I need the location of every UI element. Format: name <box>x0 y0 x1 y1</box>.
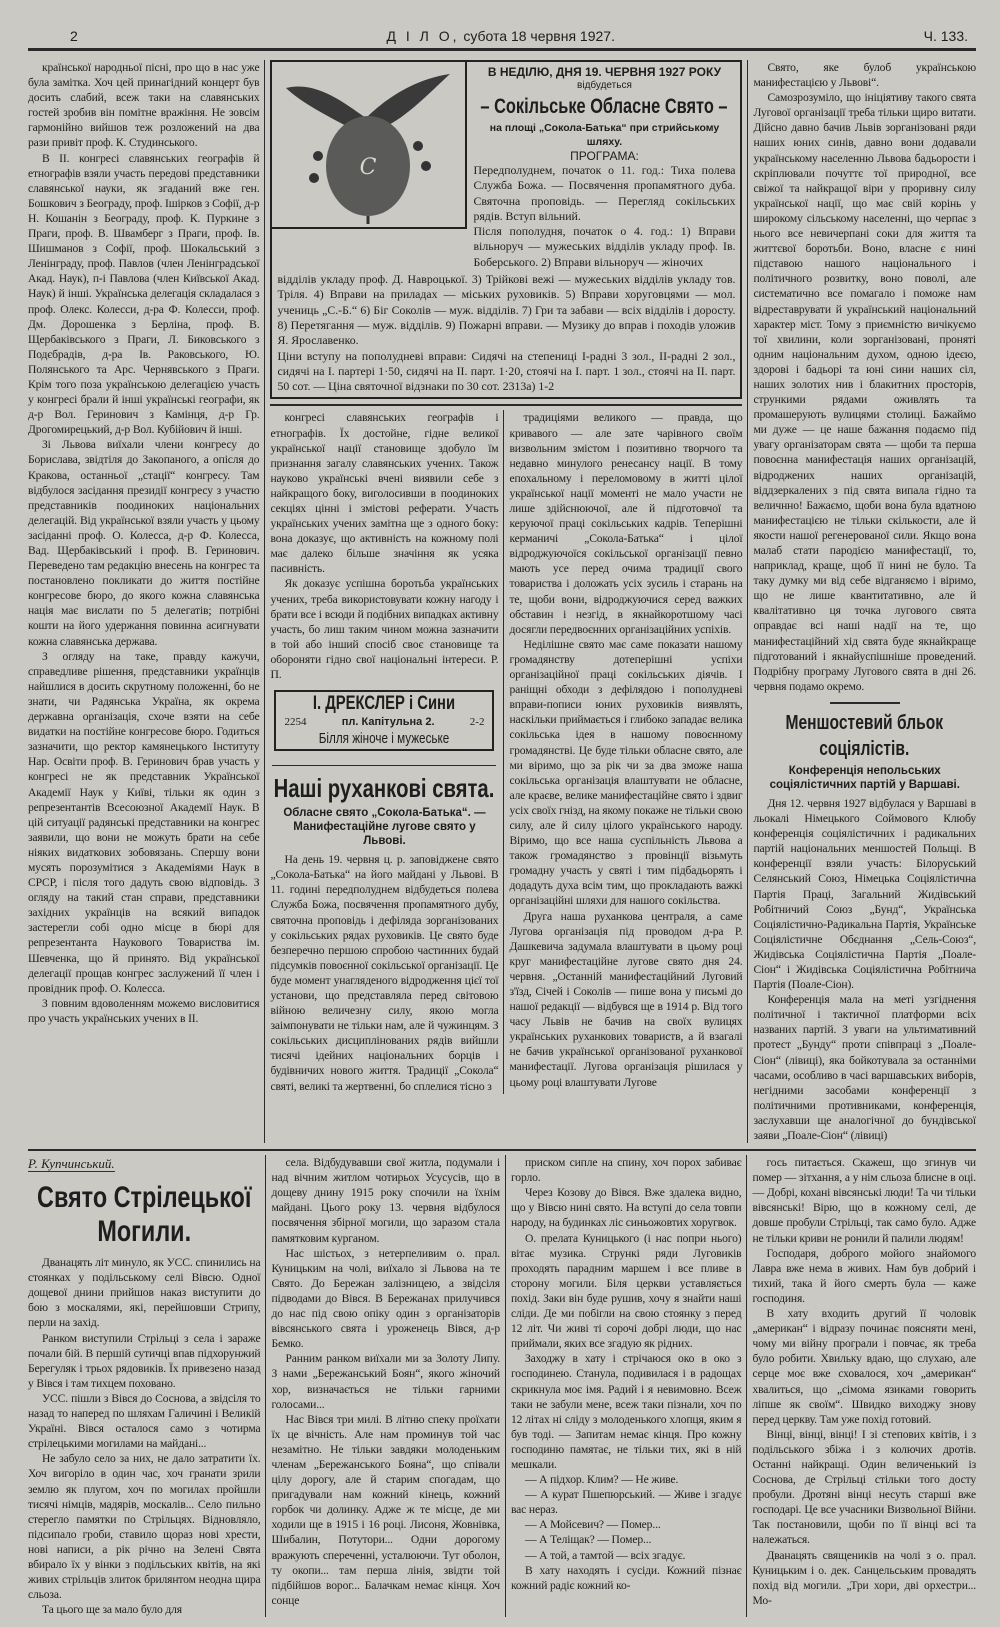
paragraph: села. Відбудувавши свої житла, подумали і над вічним житлом чотирьох Усусусів, що в дощеву днину 1915 року спочили на їхнім майдані. Цього року 13. червня відбулося посвячення збірної могили, що заразом стала памятковим курганом. <box>271 1156 500 1245</box>
ad-afternoon-program-a: Після пополудня, початок о 4. год.: 1) Вправи вільноруч — мужеських відділів укладу проф. Ів. Боберського. 2) Вправи вільноруч — жіночих <box>473 224 736 269</box>
falcon-emblem-icon <box>278 66 458 224</box>
section-rule <box>28 1149 976 1151</box>
sports-article-title: Наші руханкові свята. <box>274 773 495 804</box>
paragraph: Нас Вівся три милі. В літню спеку проїхати їх це вічність. Але нам проминув той час незамітно. Не тільки завдяки молоденьким членам „Бережанського Бояна“, що співали цілу дорогу, але й старим спогадам, що пригадували нам кожний кінець, кожний горбок чи долинку. Адже ж те місце, де ми ходили ще в 1915 і 16 році. Лисоня, Жовнівка, Шибалин, Потутори... Одни дорогому вражують спереченні, усталюючи. Тут оболон, ту окопи... там перша лінія, звідти той підбійшов ворог... Балачкам немає кінця. Хоч сонце <box>271 1412 500 1607</box>
issue-number: Ч. 133. <box>923 28 968 44</box>
paragraph: В хату находять і сусіди. Кожний пізнає кожний радіє кожний ко- <box>510 1563 742 1592</box>
masthead-line <box>386 28 615 44</box>
ad-program-label: ПРОГРАМА: <box>570 149 639 163</box>
drexler-ad <box>274 690 494 751</box>
paragraph: Та цього ще за мало було для <box>42 1603 182 1617</box>
column-4-top <box>753 60 976 694</box>
feuilleton-column-1-wrap <box>28 1155 266 1617</box>
paragraph: О. прелата Куницького (і нас попри нього) вітає музика. Стрункі ряди Луговиків проходять парадним маршем і все пливе в сторону могили. Біля церкви уставляється похід. Заки він буде рушив, хочу я знайти наші сліди. Де ми побігли на свою стоянку з перед 12 літ. Чи живі ті сорочі добрі люди, що нас приймали, яких все згадую як рідних. <box>510 1231 742 1351</box>
newspaper-title: Д І Л О, <box>386 28 460 44</box>
paragraph: Друга наша руханкова централя, а саме Лугова організація під проводом д-ра Р. Дашкевича задумала влаштувати в цьому році круг манифестаційне лугове свято дня 24. червня. „Останній манифестаційний Луговий з'їзд, Січей і Соколів — пише вона у письмі до нашої редакції — відбувся ще в 1914 р. Від того часу Львів не бачив на своїх вулицях українських руханкових товариств, а й взагалі не бачив української організованої руханкової манифестації. Лугова організація рішилася у цьому році влаштувати Лугове <box>509 909 743 1089</box>
feuilleton <box>28 1155 976 1617</box>
ad-will-be: відбудеться <box>577 80 632 91</box>
ad-ref: 2313а) 1-2 <box>502 379 555 394</box>
feuilleton-column-3 <box>511 1155 748 1617</box>
drexler-goods: Білля жіноче і мужеське <box>319 730 450 748</box>
ad-title: – Сокільське Обласне Свято – <box>480 95 729 118</box>
masthead <box>28 28 976 51</box>
page-number: 2 <box>70 28 78 44</box>
paragraph: Не забуло село за них, не дало затратити їх. Хоч вигоріло в один час, хоч гранати зрили землю як плугом, хоч по могилах пройшли тисячі німців, мадярів, москалів... Село пильно стерегло памятки по Стрільцях. Відновляло, підсипало гроби, ставило щораз нові хрести, нові написи, а рік річно на Зелені Свята вбирало їх у вінки з подільських квітів, на які живих стрільців злиток брилянтом неодна щира сльоза. <box>28 1452 261 1602</box>
feuilleton-title: Свято Стрілецької Могили. <box>37 1181 252 1249</box>
feuilleton-column-2 <box>271 1155 506 1617</box>
middle-section <box>270 60 748 1143</box>
minorities-article-title: Меншостевий бльок соціялістів. <box>785 711 944 760</box>
column-2 <box>270 410 504 1093</box>
paragraph: конгресі славянських географів і етнографів. Їх достойне, гідне великої української нації становище здобуло їм признання загалу славянських учених. Також науково українські вчені виявили себе з найкращого боку, виголосивши в поодиноких секціях цінні і змістові реферати. Участь українських учених замітна ще з одного боку: вона доказує, що активність на кожному полі має далеко більше значіння як усяка пасивність. <box>270 411 499 576</box>
feuilleton-column-1 <box>28 1255 260 1617</box>
issue-date: субота 18 червня 1927. <box>463 28 615 44</box>
svg-text:С: С <box>360 155 377 180</box>
paragraph: Свято, яке булоб українською манифестацією у Львові“. <box>753 61 976 90</box>
drexler-count: 2-2 <box>469 716 485 729</box>
column-3-top <box>509 410 742 1089</box>
sports-article-body <box>270 852 498 1094</box>
paragraph: З огляду на таке, правду кажучи, справедливе рішення, представники українців найшлися в досить скрутному положенні, бо не знати, чи Радянська Україна, як окрема державна організація, схоче взяти на себе видатки на постійне конгресове бюро. Годиться зазначити, що ректор камянецького Інституту Нар. Освіти проф. В. Геринович брав участь у конгресі не як представник Української Академії Наук у Київі, тільки як один з репрезентантів Всесоюзної Академії Наук. В цій ситуації радянські представники на конгрес заявили, що вони не можуть брати на себе ніяких видаткових зобовязань. Спершу вони мусять порозумітися з Академіями Наук в СРСР, і після того дадуть свою відповідь. З огляду на такий стан справи, представники західних українців на всякий випадок застерегли собі одно місце в бюрі для репрезентанта Наукового Товариства ім. Шевченка, що й принято. Від української делегації прощав конгрес заслужений її член і провідник проф. О. Колесса. <box>28 649 260 995</box>
paragraph: — А Мойсевич? — Помер... <box>524 1518 661 1532</box>
ad-rule <box>270 404 742 406</box>
paragraph: Зі Львова виїхали члени конгресу до Борислава, звідтіля до Закопаного, а опісля до Кракова, останньої „стації“ конгресу. Там відбулося засідання президії конгресу з участю представників поодиноких національних делегацій. Від української взяли участь у цьому засіданні проф. О. Колесса, д-р Ф. Колесса, Вад. Щербаківський і проф. В. Геринович. Переведено там редакцію внесень на конгрес та постановлено покликати до життя постійне конгресове бюро, до якого кожна славянська нація має вислати по 5 делегатів; потрібні кошти на його удержання повинна асигнувати кожна славянська держава. <box>28 438 260 648</box>
drexler-address: пл. Капітульна 2. <box>341 716 435 729</box>
sokil-festival-ad <box>270 60 742 399</box>
paragraph: В хату входить другий її чоловік „американ“ і відразу починає поясняти мені, чому ми війну програли і повчає, як треба було робити. Хвильку вдаю, що слухаю, але серце моє вже сховалося, хоч „американ“ хвалиться, що „сімома язиками говорить ліпше як своїм“. Швидко виходжу знову перед церкву. Там уже похід готовий. <box>752 1307 976 1426</box>
paragraph: Господаря, доброго мойого знайомого Лавра вже нема в живих. Нам був добрий і тихий, така й його смерть була — каже господиня. <box>752 1246 976 1305</box>
paragraph: З повним вдоволенням можемо висловитися про участь українських учених в II. <box>28 996 260 1025</box>
feuilleton-author: Р. Купчинський. <box>28 1156 115 1172</box>
feuilleton-column-4 <box>752 1155 976 1608</box>
paragraph: Ранком виступили Стрільці з села і зараже почали бій. В першій сутичці впав підхорунжий Берегуляк і трьох рядовиків. Їх привезено назад у Вівся і там тихцем поховано. <box>28 1331 261 1390</box>
minorities-article-subtitle: Конференція непольських соціялістичних партій у Варшаві. <box>769 764 960 791</box>
paragraph: — А підхор. Клим? — Не живе. <box>524 1473 679 1487</box>
paragraph: традиціями великого — правда, що кривавого — але зате чарівного своїм визвольним змістом і позитивно творчого та недавно минулого ренесансу нації. В тому епохальному і переломовому в житті цілої української нації моменті не мало участи не лише здійснюючої, але й підготовчої та керуючої праці сокільських кадрів. Теперішні керманичі „Сокола-Батька“ і цілої відроджуючоїся сокільської організації певно мають усе перед очима традиції свого товариства і доложать усіх зусиль і старань на те, щоби вони, відроджуючися серед важких обставин і незгід, в якнайкоротшому часі досягли передвоєнних організаційних успіхів. <box>509 411 743 636</box>
ad-free-entry: Вступ вільний. <box>505 208 581 223</box>
paragraph: Через Козову до Вівся. Вже здалека видно, що у Вівсю нині свято. На вступі до села товпи народу, на будинках ліс синьожовтих хоругвок. <box>510 1186 742 1230</box>
drexler-name: І. ДРЕКСЛЕР і Сини <box>313 693 456 715</box>
ad-morning-program: Передполуднем, початок о 11. год.: Тиха полева Служба Божа. — Посвячення пропамятного дуба. Святочна проповідь. — Перегляд сокільських рядів. <box>473 163 736 223</box>
paragraph: Дванацять священиків на чолі з о. прал. Куницьким і о. дек. Санцельським провадять похід від могили. „Три хори, дві орхестри... Мо- <box>752 1548 976 1607</box>
ad-date-line: В НЕДІЛЮ, ДНЯ 19. ЧЕРВНЯ 1927 РОКУ <box>487 65 722 79</box>
paragraph: Вінці, вінці, вінці! І зі степових квітів, і з подільського збіжа і з колючих дротів. Останні найкращі. Один величенький із Соснова, де Стрільці стільки того досту пробули. Дротяні вінці несуть старші вже господарі. Це все учасники Визвольної Війни. Так постановили, щоби по її вінці всі та належаться. <box>752 1427 976 1547</box>
paragraph: — А курат Пшепюрський. — Живе і згадує вас нераз. <box>510 1488 742 1517</box>
minorities-article-body <box>753 796 976 1143</box>
ad-prices: Ціни вступу на пополудневі вправи: Сидячі на степениці I-радні 3 зол., II-радні 2 зол., сидячі на I. партері 1·50, сидячі на II. парт. 1·20, стоячі на I. парт. 1 зол., стоячі на II. парт. 50 сот. — Ціна святочної відзнаки по 30 сот. <box>277 348 736 394</box>
ad-afternoon-program-b: відділів укладу проф. Д. Навроцької. 3) Трійкові вежі — мужеських відділів укладу тов. Тріля. 4) Вправи на приладах — міських руховиків. 5) Вправи хоруговцями — мол. учениць „С.-Б.“ 6) Біг Соколів — муж. відділів. 7) Гри та забави — всіх відділів і доросту. 8) Перетягання — муж. відділів. 9) Пожарні вправи. — Музику до вправ і походів уложив Я. Ярославенко. <box>277 272 736 348</box>
paragraph: Як доказує успішна боротьба українських учених, треба використовувати кожну нагоду і брати все і всюди й подібних випадках активну участь, бо лиш таким чином можна зазначити в той або інший спосіб своє становище та обороняти гідно свої національні інтереси. Р. П. <box>270 577 499 682</box>
column-2-top <box>270 410 498 682</box>
paragraph: Заходжу в хату і стрічаюся око в око з господинею. Станула, подивилася і в радощах скрикнула моє імя. Радий і я невимовно. Всеж таки не забули мене, всеж таки пізнали, хоч по 12 літах ні сліду з молоденького хлопця, яким я був тоді. — Запитам немає кінця. Про кожну господиню памятає, не тільки тих, які в ній мешкали. <box>510 1352 742 1471</box>
paragraph: — А Теліщак? — Помер... <box>524 1533 652 1547</box>
paragraph: УСС. пішли з Вівся до Соснова, а звідсіля то назад то наперед по шляхам Галичині і Великій Україні. Вівся осталося само з чотирма стрілецькими могилами на майдані... <box>28 1391 261 1451</box>
ad-place: на площі „Сокола-Батька“ при стрийському шляху. <box>489 122 720 148</box>
paragraph: Ранним ранком виїхали ми за Золоту Липу. З нами „Бережанський Боян“, якого жіночий хор, визначається не тільки гарними голосами... <box>271 1352 500 1411</box>
paragraph: — А той, а тамтой — всіх згадує. <box>524 1548 686 1562</box>
paragraph: Неділішне свято має саме показати нашому громадянству дотеперішні успіхи організаційної праці сокільських діячів. І раніщні обходи з дефілядою і пополудневі вправи-пописи юних руховиків виявлять, наскільки приймається і глибоко западає велика сокільська ідея в нашому повоєнному громадянстві. Це буде тільки обласне свято, але ми віримо, що за рік чи за два зможе наша сокільська організація влаштувати не обласне, але краєве, велике манифестаційне свято і здвиг усіх своїх гнізд, на якому покаже не тільки свою силу, але й силу цілого українського народу. Віримо, що все наша суспільність Львова а також громадянство з провінції візьмуть громадну участь у святі і тим підбадьорять і додадуть духа всім тим, що прокладають важкі організаційні шляхи для нашого сокільства. <box>509 637 743 908</box>
column-1 <box>28 60 265 1143</box>
paragraph: Конференція мала на меті узгіднення політичної і тактичної платформи всіх названих партій. З уваги на ультимативний протест „Бунду“ проти співпраці з „Поале-Сіон“ (лівиці), яка бойкотувала за останніми часами, особливо в часі варшавських виборів, негідними засобами конференції з політичними противниками, конференція, заслухавши ще аналогічної до бундівської заяви „Поале-Сіон“ (лівиці) <box>753 993 976 1142</box>
paragraph: Дванацять літ минуло, як УСС. спинились на стоянках у подільському селі Вівсю. Одної дощевої днини прийшов наказ виступити до бою з москалями, які, перейшовши Стрипу, перли на захід. <box>28 1256 261 1330</box>
paragraph: Самозрозуміло, що ініціятиву такого свята Лугової організації треба тільки щиро витати. Дійсно давно бачив Львів зорганізовані ряди наших юних синів, давно вони додавали українському населенню Львова бадьорости і скріплювали почуттє тої природної, все свіжої та найкращої віри у проривну силу української нації, що має свій корінь у широкому сільському населенні, що черпає з нього все невичерпані соки для життя та життєвої боротьби. Воно, власне є нині підставою нашого національного і політичного розвитку, воно поволі, але систематично все помагало і поможе нам відреставрувати й український національний характер міст. Тому з приємністю вичікуємо тої хвилини, коли зорганізовані, проняті одним національним духом, одною ідеєю, здорові і бадьорі та юні сини наших сіл, наших золотих нив і блакитних просторів, стрункими рядами оживлять та промашерують вулицями столиці. Бажаймо ми дуже — це наше бажання подаємо під увагу організаторам свята — щоби та перша повоєнна манифестація наших організацій, відроджених наших організацій, віддзеркалених з під свята випала гідно та величнно! Бажаємо, щоби вона була вдатною манифестацією не тільки скількости, але й якости нашої регенерованої сили. Якщо вона малаб стати пародією манифестації, то, наприклад, краще, щоб її нині не було. Та таку думку ми від себе відганяємо і віримо, що не лише квантитативно, але й квалітативно ця точка лугового свята оправдає всі наші надії на те, що манифестаційний хід свята буде якнайкраще підготований і якнайуспішніше проведений. Подрібну програму Лугового свята в дні 26. червня подамо окремо. <box>753 91 976 693</box>
drexler-ref: 2254 <box>284 716 307 729</box>
paragraph: приском сипле на спину, хоч порох забиває горло. <box>510 1156 742 1185</box>
paragraph: країнської народньої пісні, про що в нас уже була замітка. Хоч цей принагідний концерт був досить слабий, всеж таки на славянських гостей зробив він помітне вражіння. Не зовсім гармонійно вийшов теж розложений на два рази привіт проф. К. Студинського. <box>28 61 260 150</box>
paragraph: На день 19. червня ц. р. заповіджене свято „Сокола-Батька“ на його майдані у Львові. В 11. годині передполуднем відбудеться полева Служба Божа, посвячення пропамятного дубу, святочна проповідь і дефіляда зорганізованих у сокільських рядах руховиків. Це свято буде безперечно першою спробою частинних будай підсумків повоєнної сокільської організації. Це буде момент унагляденого відродження цієї тої установи, що представляла перед світовою війною величезну силу, якою могла заімпонувати не тільки нам, але й чужинцям. З сокільських дисциплінованих рядів вийшли тисячі ідейних національних борців і будівничих нового життя. Традиції „Сокола“ святі, великі та жертвенні, бо сплелися тісно з <box>270 853 499 1093</box>
paragraph: Нас шістьох, з нетерпеливим о. прал. Куницьким на чолі, виїхало зі Львова на те Свято. До Бережан залізницею, а звідсіля підводами до Вівся. В Бережанах прилучився до нас під свою опіку один з організаторів вівсянського свята і уроженець Вівся, д-р Бемко. <box>271 1246 500 1351</box>
paragraph: гось питається. Скажеш, що згинув чи помер — зітхання, а у нім сльоза блисне в оці. — Добрі, кохані вівсянські люди! Та чи тільки вівсянські! Вірю, що в кожному селі, де довше пробули Стрільці, так само було. Адже не тільки криви не ронили й палили людям! <box>752 1156 976 1245</box>
paragraph: В II. конгресі славянських географів й етнографів взяли участь передові представники славянської науки, як згаданий вже ген. Бошкович з Београду, проф. Ішірков з Софії, д-р Н. Кошанін з Београду, проф. К. Пуркине з Праги, проф. В. Швамберг з Праги, проф. Ів. Шишманов з Софії, проф. Шокальський з Ленінграду, проф. Павлов (член Ленінградської Акад. Наук), п-і Павлова (член Київської Акад. Наук) й інші. Українська делегація складалася з проф. Олекс. Колесси, д-ра Ф. Колесси, проф. Дм. Дорошенка з Берліна, проф. В. Щербаківського з Праги, Л. Биковського з Подєбрадів, д-ра Ів. Раковського, Ю. Полянського та Арс. Чернявського з Праги. Крім того поза українською делегацією участь у конгресі брали й інші українські географи, як д-р Вол. Геринович з Камінця, д-р Гр. Дрогомирецький, д-р Вол. Кубійович й інші. <box>28 151 260 437</box>
column-4 <box>753 60 976 1143</box>
sports-article-subtitle: Обласне свято „Сокола-Батька“. — Манифестаційне лугове свято у Львові. <box>283 807 486 848</box>
upper-section <box>28 60 976 1143</box>
paragraph: Дня 12. червня 1927 відбулася у Варшаві в льокалі Німецького Соймового Клюбу конференція соціялістичних і радикальних партій національних меншостей Польщі. В конференції взяли участь: Білоруський Селянський Союз, Німецька Соціялістична Партія Праці, Загальний Жидівський Робітничий Союз „Бунд“, Українська Соціялістично-Радикальна Партія, Українське Соціялістичне Обєднання „Сель-Союз“, Жидівська Соціялістична Партія „Поале-Сіон“ і Жидівська Соціялістична Робітнича Партія (Поале-Сіон). <box>753 796 976 992</box>
